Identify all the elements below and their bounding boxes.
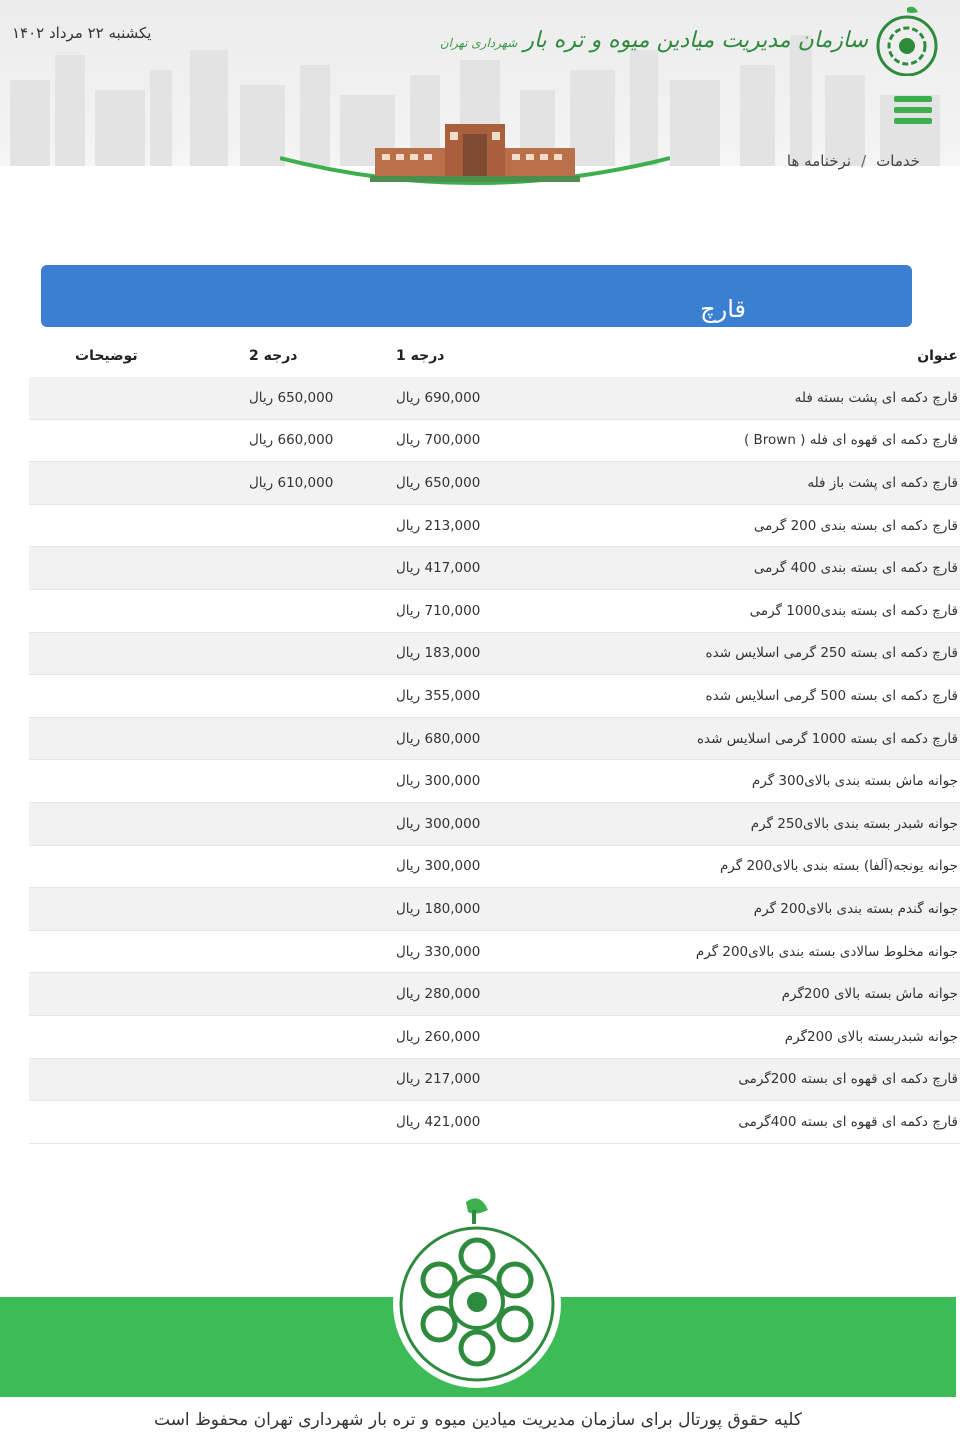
cell-description xyxy=(29,419,249,462)
cell-grade1: 183,000 ریال xyxy=(396,632,543,675)
cell-description xyxy=(29,632,249,675)
cell-title: قارچ دکمه ای بسته بندی 400 گرمی xyxy=(543,547,960,590)
hamburger-menu-icon[interactable] xyxy=(894,96,932,128)
cell-title: قارچ دکمه ای بسته 250 گرمی اسلایس شده xyxy=(543,632,960,675)
cell-grade2 xyxy=(249,1058,396,1101)
table-body xyxy=(29,377,960,1144)
cell-grade2 xyxy=(249,675,396,718)
cell-grade2 xyxy=(249,1101,396,1144)
table-row xyxy=(29,1058,960,1101)
cell-description xyxy=(29,760,249,803)
cell-grade1: 217,000 ریال xyxy=(396,1058,543,1101)
cell-description xyxy=(29,589,249,632)
table-row xyxy=(29,632,960,675)
cell-description xyxy=(29,462,249,505)
table-header-row xyxy=(29,336,960,377)
cell-grade1: 680,000 ریال xyxy=(396,717,543,760)
cell-title: جوانه شبدر بسته بندی بالای250 گرم xyxy=(543,802,960,845)
cell-description xyxy=(29,802,249,845)
org-name-logotype xyxy=(440,28,868,53)
cell-title: جوانه ماش بسته بالای 200گرم xyxy=(543,973,960,1016)
cell-description xyxy=(29,675,249,718)
column-header-description: توضیحات xyxy=(75,348,138,364)
cell-grade1: 180,000 ریال xyxy=(396,888,543,931)
cell-grade2: 660,000 ریال xyxy=(249,419,396,462)
cell-grade2 xyxy=(249,717,396,760)
cell-grade2: 610,000 ریال xyxy=(249,462,396,505)
cell-grade2 xyxy=(249,802,396,845)
cell-title: جوانه گندم بسته بندی بالای200 گرم xyxy=(543,888,960,931)
table-row xyxy=(29,845,960,888)
cell-grade2 xyxy=(249,760,396,803)
cell-title: جوانه ماش بسته بندی بالای300 گرم xyxy=(543,760,960,803)
table-row xyxy=(29,462,960,505)
cell-grade1: 300,000 ریال xyxy=(396,760,543,803)
breadcrumb-price-lists[interactable]: نرخنامه ها xyxy=(786,152,852,170)
cell-grade1: 300,000 ریال xyxy=(396,845,543,888)
table-row xyxy=(29,419,960,462)
cell-grade1: 417,000 ریال xyxy=(396,547,543,590)
cell-title: قارچ دکمه ای قهوه ای بسته 200گرمی xyxy=(543,1058,960,1101)
price-table xyxy=(29,336,960,1144)
cell-grade1: 300,000 ریال xyxy=(396,802,543,845)
cell-title: قارچ دکمه ای بسته بندی1000 گرمی xyxy=(543,589,960,632)
breadcrumb xyxy=(787,152,920,170)
table-row xyxy=(29,675,960,718)
breadcrumb-separator: / xyxy=(861,152,867,170)
cell-title: جوانه یونجه(آلفا) بسته بندی بالای200 گرم xyxy=(543,845,960,888)
footer-copyright: کلیه حقوق پورتال برای سازمان مدیریت میادین میوه و تره بار شهرداری تهران محفوظ است xyxy=(154,1410,802,1430)
cell-description xyxy=(29,1015,249,1058)
cell-grade1: 650,000 ریال xyxy=(396,462,543,505)
cell-title: جوانه مخلوط سالادی بسته بندی بالای200 گرم xyxy=(543,930,960,973)
cell-grade2 xyxy=(249,1015,396,1058)
cell-grade2 xyxy=(249,547,396,590)
cell-grade1: 710,000 ریال xyxy=(396,589,543,632)
table-row xyxy=(29,377,960,420)
breadcrumb-services[interactable]: خدمات xyxy=(876,152,920,170)
cell-grade2 xyxy=(249,589,396,632)
building-illustration xyxy=(280,112,670,198)
cell-description xyxy=(29,845,249,888)
cell-grade2 xyxy=(249,973,396,1016)
table-row xyxy=(29,1101,960,1144)
org-name-text: سازمان مدیریت میادین میوه و تره بار xyxy=(523,28,868,53)
cell-grade1: 213,000 ریال xyxy=(396,504,543,547)
table-row xyxy=(29,504,960,547)
cell-description xyxy=(29,377,249,420)
cell-description xyxy=(29,973,249,1016)
column-header-grade2: درجه 2 xyxy=(249,348,298,364)
cell-description xyxy=(29,717,249,760)
cell-title: قارچ دکمه ای بسته 1000 گرمی اسلایس شده xyxy=(543,717,960,760)
table-row xyxy=(29,589,960,632)
cell-grade2 xyxy=(249,930,396,973)
cell-grade2 xyxy=(249,845,396,888)
cell-description xyxy=(29,504,249,547)
cell-grade2: 650,000 ریال xyxy=(249,377,396,420)
cell-description xyxy=(29,1101,249,1144)
cell-description xyxy=(29,547,249,590)
cell-grade1: 421,000 ریال xyxy=(396,1101,543,1144)
cell-grade2 xyxy=(249,888,396,931)
cell-grade2 xyxy=(249,504,396,547)
column-header-title: عنوان xyxy=(917,348,958,364)
table-row xyxy=(29,717,960,760)
cell-grade1: 690,000 ریال xyxy=(396,377,543,420)
cell-title: قارچ دکمه ای قهوه ای بسته 400گرمی xyxy=(543,1101,960,1144)
cell-grade2 xyxy=(249,632,396,675)
cell-grade1: 260,000 ریال xyxy=(396,1015,543,1058)
cell-description xyxy=(29,930,249,973)
table-row xyxy=(29,760,960,803)
table-row xyxy=(29,930,960,973)
cell-description xyxy=(29,1058,249,1101)
cell-title: قارچ دکمه ای پشت باز فله xyxy=(543,462,960,505)
cell-title: قارچ دکمه ای قهوه ای فله ( Brown ) xyxy=(543,419,960,462)
cell-title: قارچ دکمه ای بسته بندی 200 گرمی xyxy=(543,504,960,547)
page-title: قارچ xyxy=(700,295,746,323)
cell-grade1: 355,000 ریال xyxy=(396,675,543,718)
table-row xyxy=(29,547,960,590)
table-row xyxy=(29,973,960,1016)
org-sub-text: شهرداری تهران xyxy=(439,36,518,50)
table-row xyxy=(29,1015,960,1058)
cell-title: جوانه شبدربسته بالای 200گرم xyxy=(543,1015,960,1058)
cell-description xyxy=(29,888,249,931)
category-title-bar xyxy=(41,265,912,327)
current-date: یکشنبه ۲۲ مرداد ۱۴۰۲ xyxy=(12,24,152,42)
site-header xyxy=(0,0,960,210)
cell-title: قارچ دکمه ای بسته 500 گرمی اسلایس شده xyxy=(543,675,960,718)
footer-org-logo-icon xyxy=(384,1196,570,1392)
column-header-grade1: درجه 1 xyxy=(396,348,445,364)
cell-grade1: 280,000 ریال xyxy=(396,973,543,1016)
cell-title: قارچ دکمه ای پشت بسته فله xyxy=(543,377,960,420)
cell-grade1: 700,000 ریال xyxy=(396,419,543,462)
table-row xyxy=(29,888,960,931)
table-row xyxy=(29,802,960,845)
cell-grade1: 330,000 ریال xyxy=(396,930,543,973)
tehran-municipality-logo-icon[interactable] xyxy=(874,6,940,76)
